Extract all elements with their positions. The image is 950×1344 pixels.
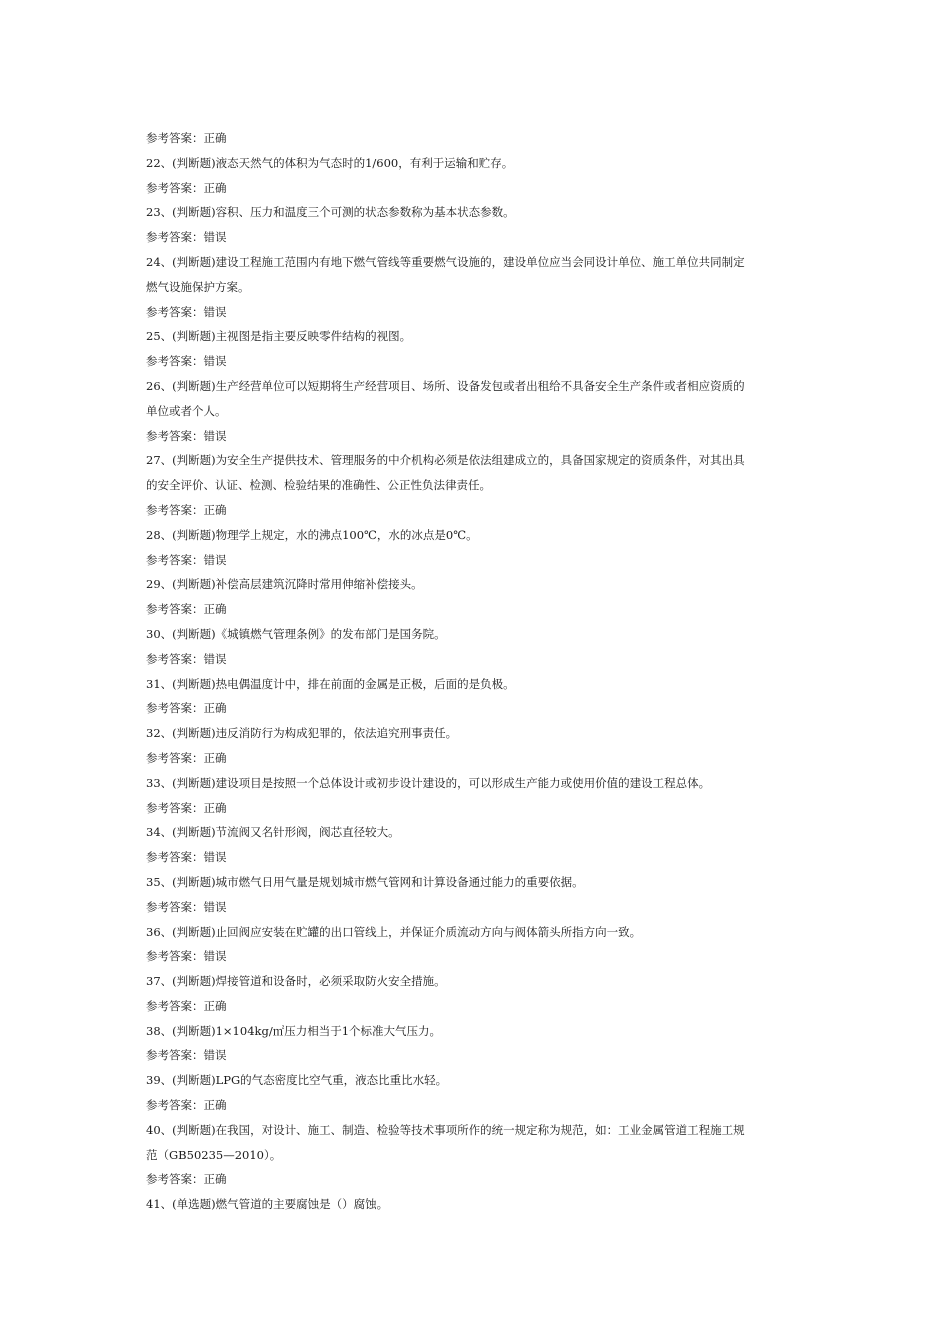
answer-value: 正确 [203, 800, 227, 815]
answer-label: 参考答案： [146, 552, 204, 567]
answer-value: 错误 [203, 304, 227, 319]
answer-line [146, 994, 826, 1019]
question-text-line: 33、(判断题)建设项目是按照一个总体设计或初步设计建设的，可以形成生产能力或使用价值的建设工程总体。 [146, 775, 711, 790]
answer-value: 错误 [203, 354, 227, 369]
answer-line [146, 696, 826, 721]
question-item [146, 622, 826, 647]
answer-value: 错误 [203, 1048, 227, 1063]
answer-value: 正确 [203, 131, 227, 145]
answer-label: 参考答案： [146, 1098, 204, 1113]
answer-value: 错误 [203, 949, 227, 964]
answer-label: 参考答案： [146, 800, 204, 815]
question-text-line: 35、(判断题)城市燃气日用气量是规划城市燃气管网和计算设备通过能力的重要依据。 [146, 874, 584, 889]
answer-line [146, 1093, 826, 1118]
question-text-line: 24、(判断题)建设工程施工范围内有地下燃气管线等重要燃气设施的，建设单位应当会同设计单位、施工单位共同制定 [146, 254, 745, 269]
question-text-line: 22、(判断题)液态天然气的体积为气态时的1/600，有利于运输和贮存。 [146, 155, 514, 170]
question-list [146, 126, 826, 1217]
question-text-line: 36、(判断题)止回阀应安装在贮罐的出口管线上，并保证介质流动方向与阀体箭头所指方向一致。 [146, 924, 642, 939]
answer-value: 错误 [203, 899, 227, 914]
answer-line [146, 349, 826, 374]
answer-value: 错误 [203, 552, 227, 567]
answer-label: 参考答案： [146, 1172, 204, 1187]
question-item [146, 870, 826, 895]
question-item [146, 1192, 826, 1217]
question-text-line: 23、(判断题)容积、压力和温度三个可测的状态参数称为基本状态参数。 [146, 205, 515, 220]
answer-line [146, 1043, 826, 1068]
question-text-line: 26、(判断题)生产经营单位可以短期将生产经营项目、场所、设备发包或者出租给不具备安全生产条件或者相应资质的 [146, 378, 745, 393]
answer-label: 参考答案： [146, 651, 204, 666]
answer-value: 正确 [203, 998, 227, 1013]
question-item [146, 374, 826, 424]
question-text-line: 41、(单选题)燃气管道的主要腐蚀是（）腐蚀。 [146, 1197, 389, 1212]
question-text-line: 燃气设施保护方案。 [146, 279, 250, 294]
answer-value: 正确 [203, 602, 227, 617]
question-text-line: 39、(判断题)LPG的气态密度比空气重，液态比重比水轻。 [146, 1073, 448, 1088]
answer-line [146, 597, 826, 622]
question-text-line: 40、(判断题)在我国，对设计、施工、制造、检验等技术事项所作的统一规定称为规范，如：工业金属管道工程施工规 [146, 1122, 745, 1137]
question-text-line: 37、(判断题)焊接管道和设备时，必须采取防火安全措施。 [146, 974, 446, 989]
answer-label: 参考答案： [146, 131, 204, 145]
answer-value: 正确 [203, 502, 227, 517]
answer-line [146, 300, 826, 325]
question-text-line: 25、(判断题)主视图是指主要反映零件结构的视图。 [146, 329, 412, 344]
answer-label: 参考答案： [146, 1048, 204, 1063]
answer-value: 正确 [203, 1172, 227, 1187]
answer-label: 参考答案： [146, 230, 204, 245]
answer-line [146, 126, 826, 151]
question-item [146, 771, 826, 796]
answer-line [146, 424, 826, 449]
answer-line [146, 548, 826, 573]
answer-line [146, 746, 826, 771]
question-text-line: 29、(判断题)补偿高层建筑沉降时常用伸缩补偿接头。 [146, 577, 423, 592]
question-item [146, 1068, 826, 1093]
question-item [146, 820, 826, 845]
question-item [146, 920, 826, 945]
answer-value: 错误 [203, 428, 227, 443]
answer-label: 参考答案： [146, 701, 204, 716]
answer-label: 参考答案： [146, 998, 204, 1013]
question-item [146, 151, 826, 176]
answer-line [146, 944, 826, 969]
answer-line [146, 176, 826, 201]
answer-label: 参考答案： [146, 304, 204, 319]
answer-line [146, 225, 826, 250]
answer-label: 参考答案： [146, 602, 204, 617]
answer-label: 参考答案： [146, 750, 204, 765]
answer-value: 错误 [203, 230, 227, 245]
question-text-line: 的安全评价、认证、检测、检验结果的准确性、公正性负法律责任。 [146, 478, 491, 493]
question-text-line: 32、(判断题)违反消防行为构成犯罪的，依法追究刑事责任。 [146, 726, 458, 741]
question-item [146, 200, 826, 225]
question-text-line: 34、(判断题)节流阀又名针形阀，阀芯直径较大。 [146, 825, 400, 840]
question-item [146, 672, 826, 697]
question-item [146, 969, 826, 994]
question-item [146, 1118, 826, 1168]
answer-value: 正确 [203, 750, 227, 765]
answer-label: 参考答案： [146, 850, 204, 865]
answer-value: 正确 [203, 701, 227, 716]
answer-line [146, 845, 826, 870]
question-text-line: 30、(判断题)《城镇燃气管理条例》的发布部门是国务院。 [146, 626, 446, 641]
question-item [146, 324, 826, 349]
question-item [146, 1019, 826, 1044]
answer-label: 参考答案： [146, 354, 204, 369]
question-item [146, 721, 826, 746]
answer-label: 参考答案： [146, 502, 204, 517]
answer-line [146, 498, 826, 523]
answer-label: 参考答案： [146, 949, 204, 964]
question-text-line: 28、(判断题)物理学上规定，水的沸点100℃，水的冰点是0℃。 [146, 527, 478, 542]
answer-label: 参考答案： [146, 428, 204, 443]
answer-value: 正确 [203, 180, 227, 195]
question-text-line: 31、(判断题)热电偶温度计中，排在前面的金属是正极，后面的是负极。 [146, 676, 515, 691]
answer-line [146, 1167, 826, 1192]
answer-label: 参考答案： [146, 180, 204, 195]
question-item [146, 250, 826, 300]
answer-line [146, 647, 826, 672]
question-item [146, 523, 826, 548]
question-text-line: 38、(判断题)1×104kg/㎡压力相当于1个标准大气压力。 [146, 1023, 442, 1038]
answer-label: 参考答案： [146, 899, 204, 914]
question-text-line: 范（GB50235—2010）。 [146, 1147, 282, 1162]
answer-line [146, 796, 826, 821]
answer-value: 正确 [203, 1098, 227, 1113]
answer-value: 错误 [203, 850, 227, 865]
question-item [146, 572, 826, 597]
question-text-line: 27、(判断题)为安全生产提供技术、管理服务的中介机构必须是依法组建成立的，具备国家规定的资质条件，对其出具 [146, 453, 745, 468]
answer-line [146, 895, 826, 920]
question-text-line: 单位或者个人。 [146, 403, 227, 418]
question-item [146, 448, 826, 498]
answer-value: 错误 [203, 651, 227, 666]
